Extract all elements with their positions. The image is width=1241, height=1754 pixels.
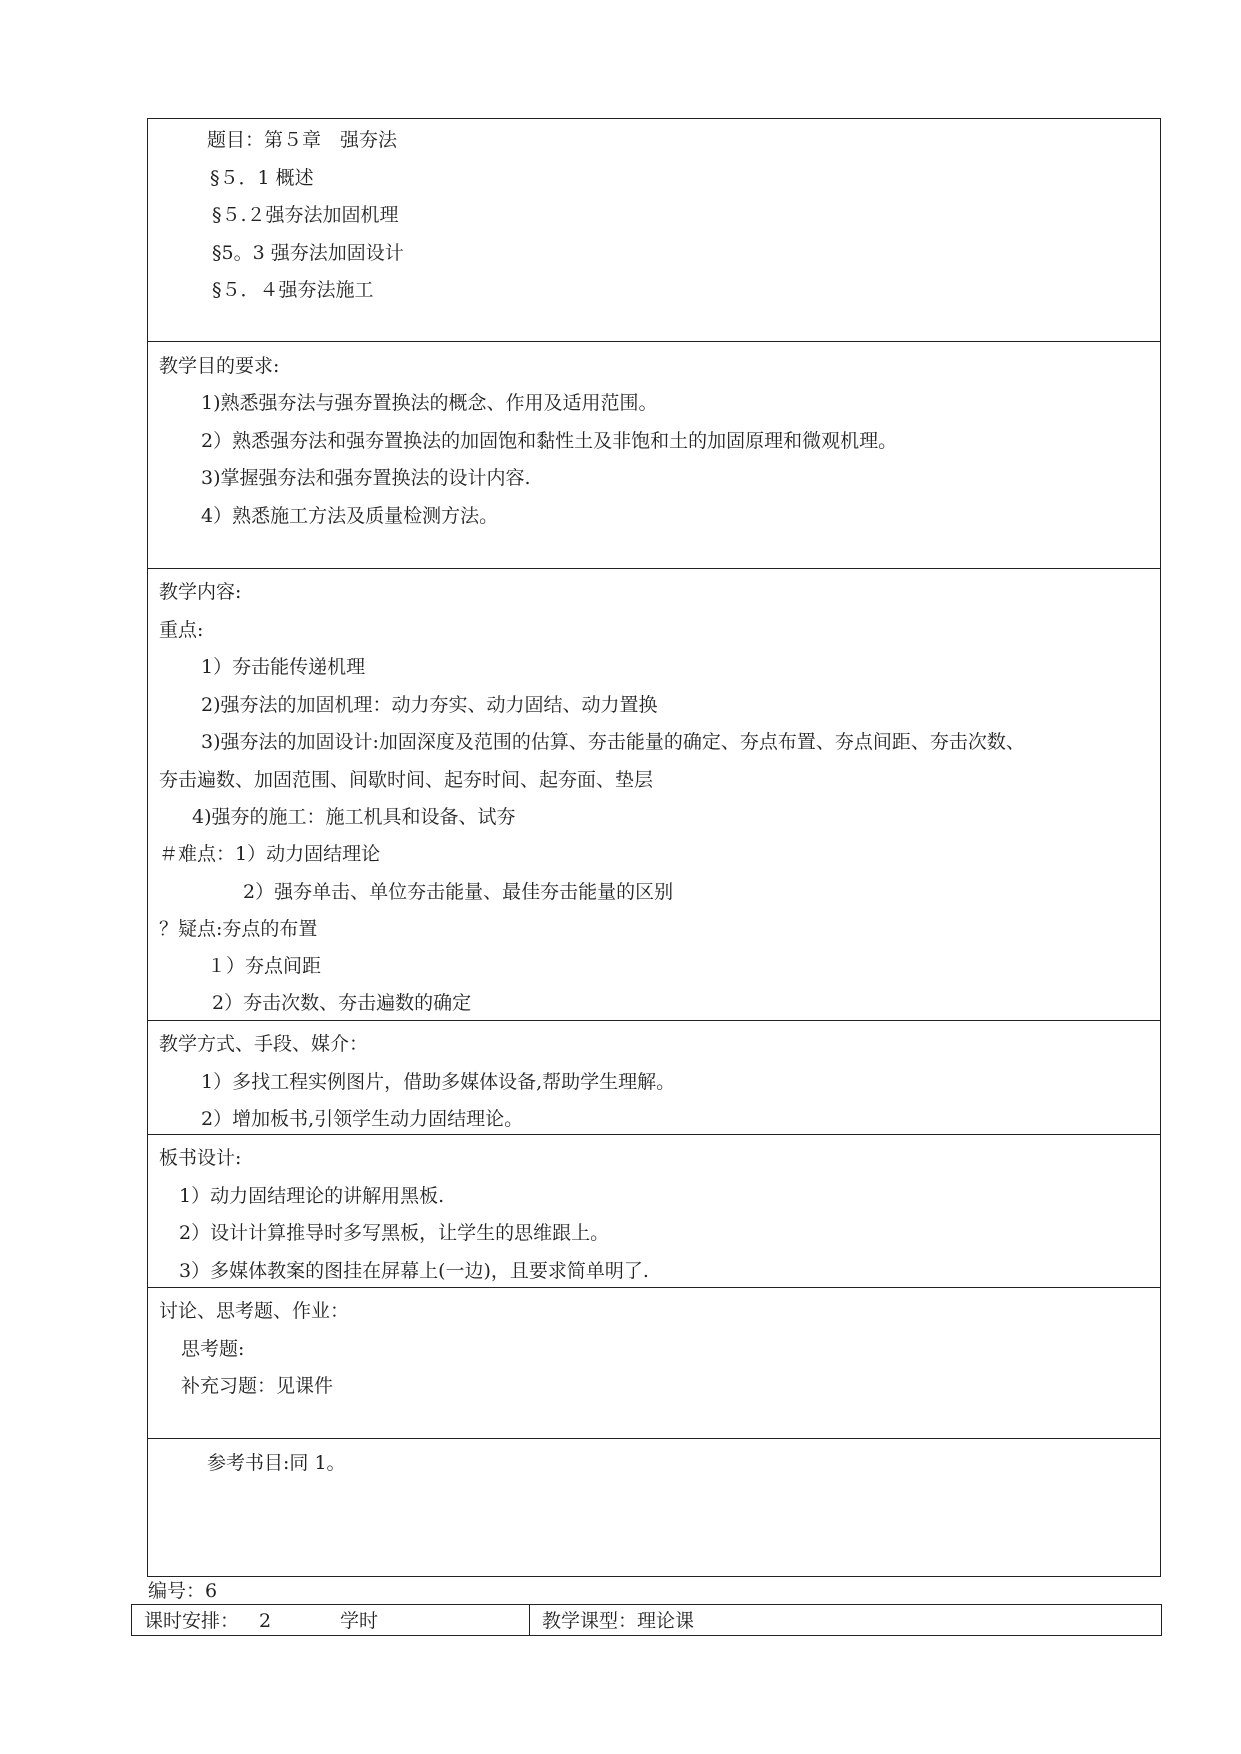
content-cell (148, 568, 1160, 1020)
objectives-cell (148, 341, 1160, 568)
method-item: 1）多找工程实例图片，借助多媒体设备,帮助学生理解。 (201, 1071, 676, 1093)
methods-heading: 教学方式、手段、媒介： (159, 1033, 369, 1055)
reference-text: 参考书目:同 1。 (207, 1452, 346, 1474)
section-item: §５.２强夯法加固机理 (212, 204, 399, 226)
lesson-plan-table (147, 118, 1161, 1577)
board-design-cell (148, 1134, 1160, 1287)
reference-cell (148, 1438, 1160, 1576)
supplementary-exercises: 补充习题：见课件 (181, 1375, 334, 1397)
content-heading: 教学内容: (159, 581, 242, 603)
section-item: §５．1 概述 (210, 167, 314, 189)
key-points-label: 重点: (159, 619, 204, 641)
board-item: 3）多媒体教案的图挂在屏幕上(一边)，且要求简单明了. (179, 1260, 649, 1282)
course-type-cell (530, 1605, 1161, 1635)
topic-cell (148, 119, 1160, 341)
course-type: 教学课型：理论课 (542, 1610, 695, 1632)
discussion-heading: 讨论、思考题、作业： (159, 1300, 350, 1322)
objective-item: 1)熟悉强夯法与强夯置换法的概念、作用及适用范围。 (201, 392, 658, 414)
board-item: 2）设计计算推导时多写黑板，让学生的思维跟上。 (179, 1222, 610, 1244)
difficult-point: 2）强夯单击、单位夯击能量、最佳夯击能量的区别 (243, 881, 674, 903)
key-point-item: 2)强夯法的加固机理：动力夯实、动力固结、动力置换 (201, 694, 658, 716)
discussion-cell (148, 1287, 1160, 1438)
key-point-item: 夯击遍数、加固范围、间歇时间、起夯时间、起夯面、垫层 (159, 769, 654, 791)
hours-unit: 学时 (340, 1610, 379, 1632)
topic-title: 题目：第５章 强夯法 (207, 129, 398, 151)
board-heading: 板书设计: (159, 1147, 242, 1169)
section-item: §5。3 强夯法加固设计 (212, 242, 404, 264)
hours-value: 2 (259, 1610, 272, 1632)
thinking-questions: 思考题: (181, 1338, 245, 1360)
methods-cell (148, 1020, 1160, 1134)
key-point-item: 1）夯击能传递机理 (201, 656, 366, 678)
section-item: §５．４强夯法施工 (212, 279, 374, 301)
difficult-point: ＃难点：1）动力固结理论 (159, 843, 381, 865)
hours-cell (132, 1605, 530, 1635)
hours-label: 课时安排： (144, 1610, 240, 1632)
doubt-point: １）夯点间距 (207, 955, 322, 977)
objective-item: 3)掌握强夯法和强夯置换法的设计内容. (201, 467, 531, 489)
schedule-table (131, 1604, 1162, 1636)
objectives-heading: 教学目的要求: (159, 355, 280, 377)
lesson-number: 编号：6 (148, 1580, 218, 1602)
key-point-item: 3)强夯法的加固设计:加固深度及范围的估算、夯击能量的确定、夯点布置、夯点间距、夯击次数、 (201, 731, 1025, 753)
method-item: 2）增加板书,引领学生动力固结理论。 (201, 1108, 524, 1130)
doubt-point: ？疑点:夯点的布置 (159, 918, 318, 940)
doubt-point: 2）夯击次数、夯击遍数的确定 (212, 992, 472, 1014)
objective-item: 2）熟悉强夯法和强夯置换法的加固饱和黏性土及非饱和土的加固原理和微观机理。 (201, 430, 898, 452)
board-item: 1）动力固结理论的讲解用黑板. (179, 1185, 445, 1207)
objective-item: 4）熟悉施工方法及质量检测方法。 (201, 505, 499, 527)
key-point-item: 4)强夯的施工：施工机具和设备、试夯 (192, 806, 516, 828)
